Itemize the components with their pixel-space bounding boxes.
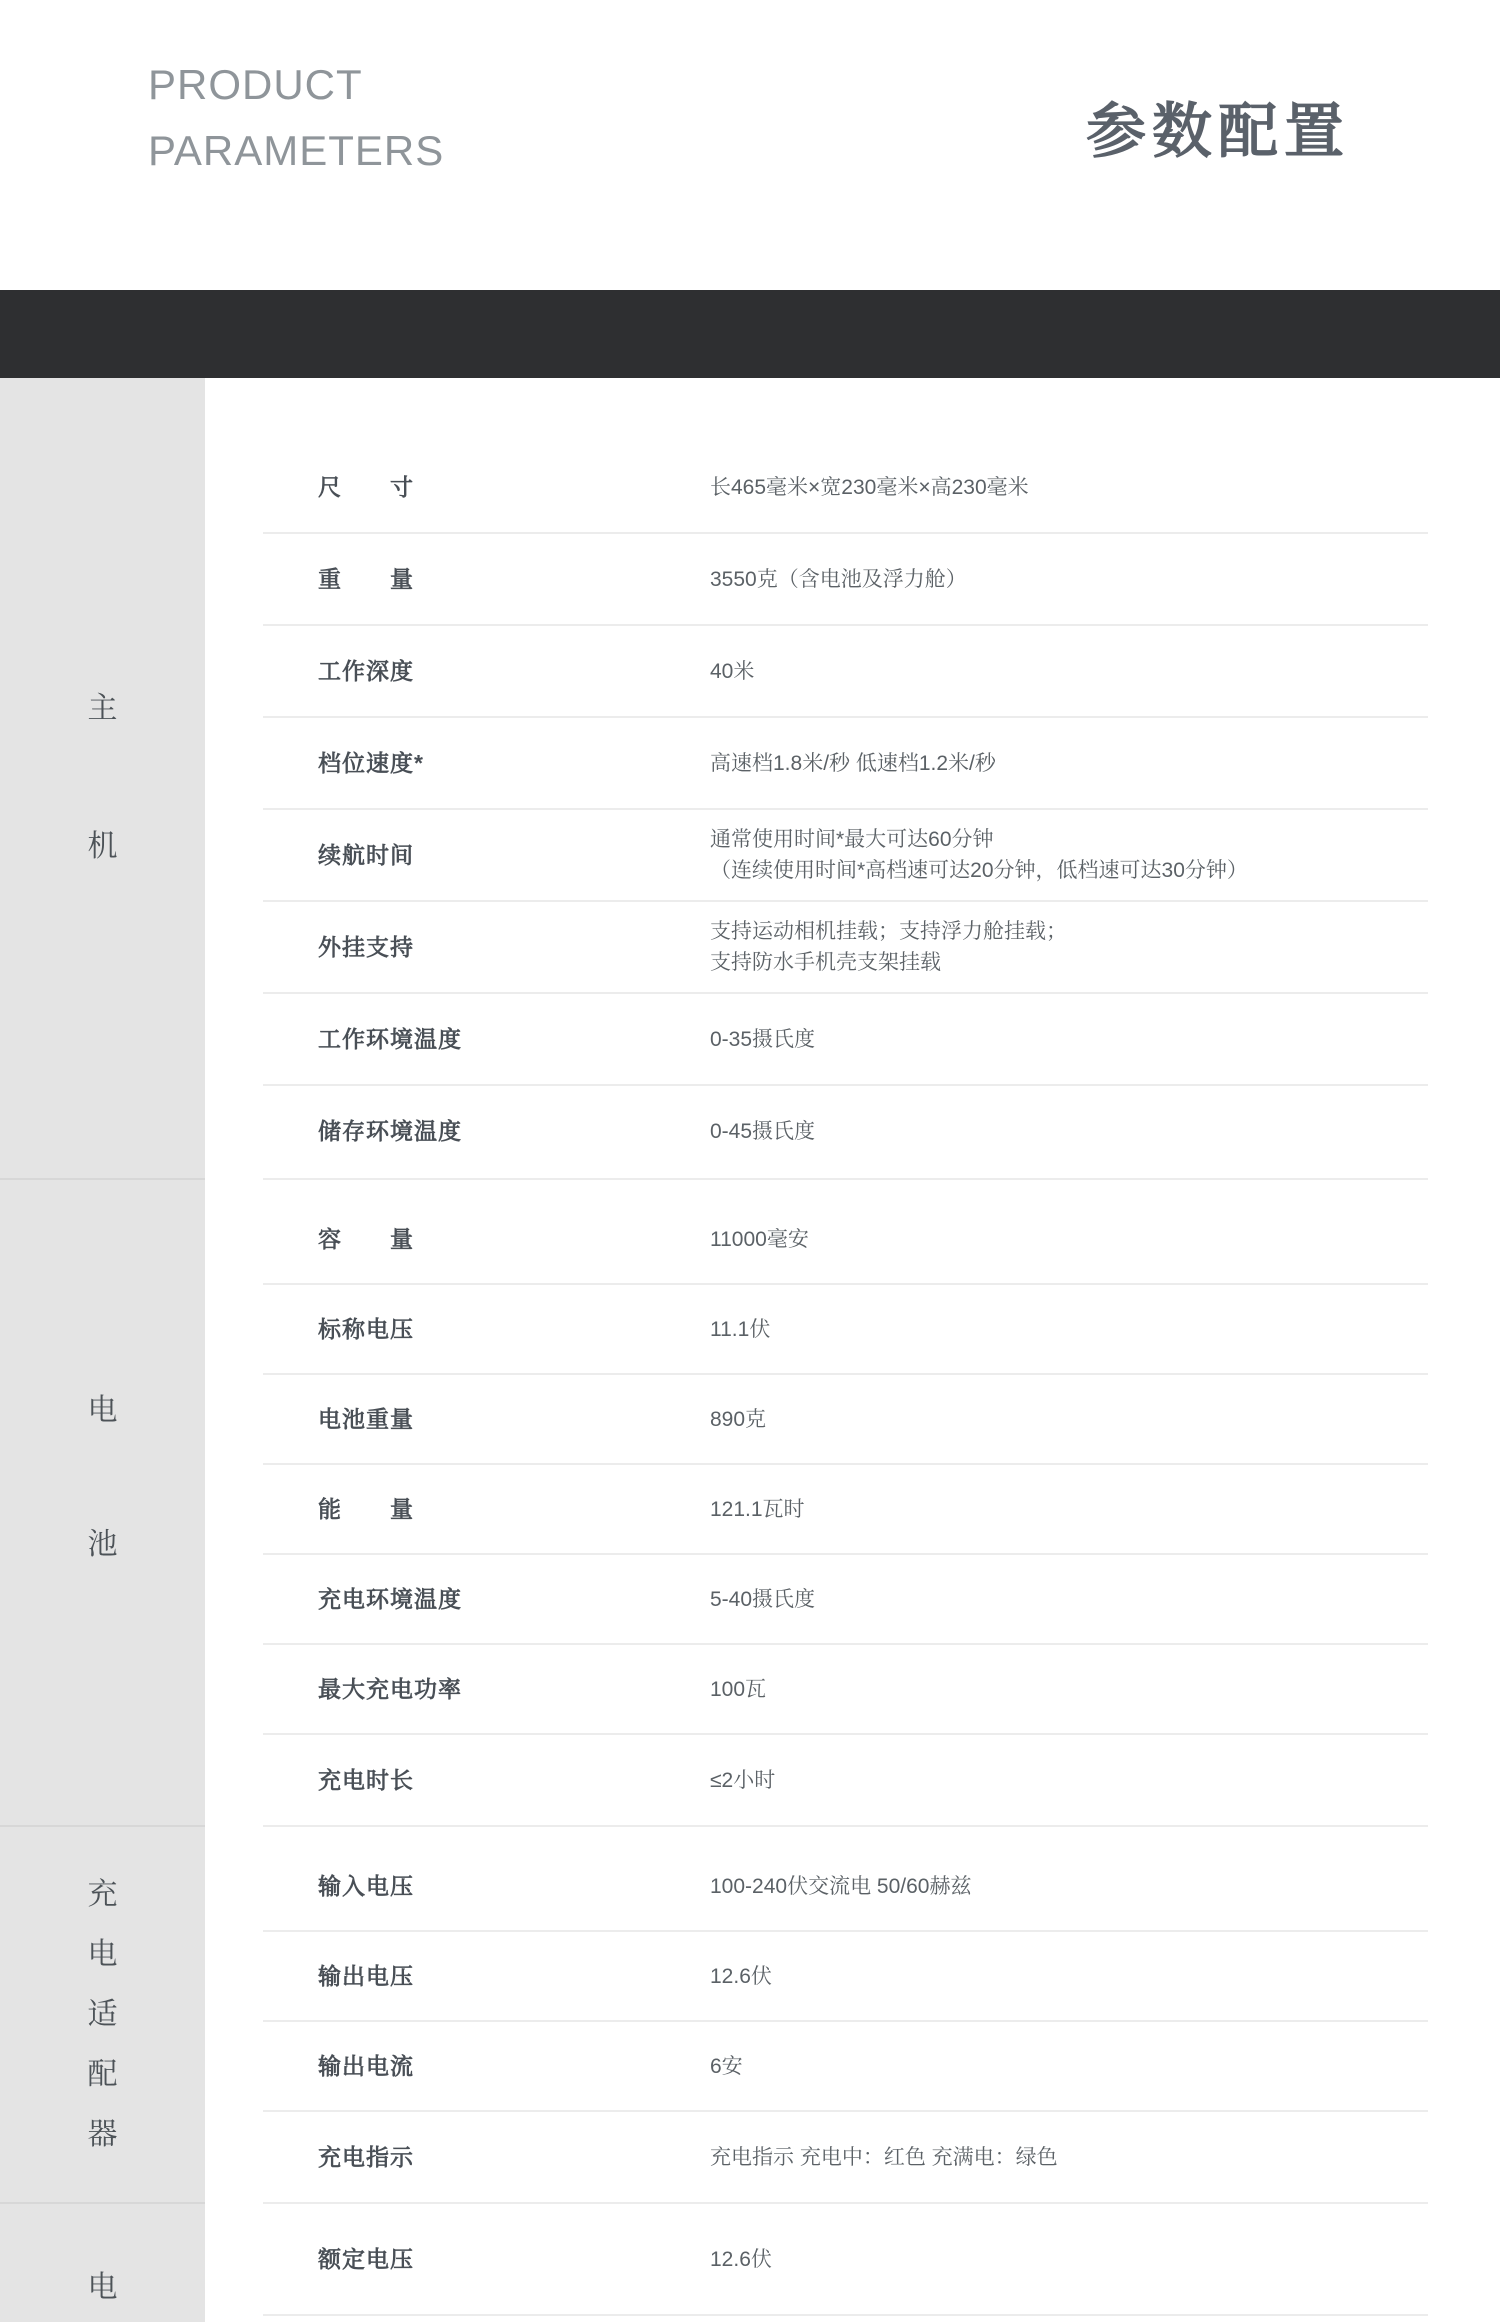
- spec-row: [263, 442, 1428, 534]
- spec-row: [263, 2112, 1428, 2202]
- spec-label: 储存环境温度: [318, 1117, 462, 1144]
- spec-row: [263, 2022, 1428, 2112]
- spec-row: [263, 994, 1428, 1086]
- spec-label: 能 量: [318, 1495, 414, 1522]
- category-char: 池: [87, 1527, 118, 1561]
- spec-label: 尺 寸: [318, 473, 414, 500]
- category-char: 适: [87, 1997, 118, 2031]
- spec-label: 充电环境温度: [318, 1585, 462, 1612]
- spec-value: 890克: [710, 1407, 767, 1431]
- spec-label: 重 量: [318, 565, 414, 592]
- spec-row: [263, 1465, 1428, 1555]
- spec-label: 额定电压: [318, 2245, 414, 2272]
- spec-value: 支持运动相机挂载；支持浮力舱挂载； 支持防水手机壳支架挂载: [710, 920, 1067, 974]
- spec-label: 输入电压: [318, 1872, 414, 1899]
- category-char: 机: [87, 830, 118, 863]
- spec-value: 12.6伏: [710, 1964, 772, 1988]
- divider-band: [0, 290, 1500, 378]
- spec-value: 100瓦: [710, 1677, 767, 1701]
- spec-value: 5-40摄氏度: [710, 1587, 816, 1611]
- spec-section-battery: [263, 1180, 1428, 1827]
- spec-value: 长465毫米×宽230毫米×高230毫米: [710, 475, 1029, 499]
- spec-row: [263, 2204, 1428, 2316]
- page-title-en-line2: PARAMETERS: [148, 127, 445, 174]
- spec-label: 最大充电功率: [318, 1675, 462, 1702]
- spec-value: 3550克（含电池及浮力舱）: [710, 567, 967, 591]
- spec-row: [263, 1285, 1428, 1375]
- spec-value: 11.1伏: [710, 1317, 771, 1341]
- category-battery: [0, 1180, 205, 1827]
- category-main-unit: [0, 378, 205, 1180]
- spec-label: 续航时间: [318, 841, 414, 868]
- spec-value: 通常使用时间*最大可达60分钟 （连续使用时间*高档速可达20分钟，低档速可达30分钟）: [710, 828, 1248, 882]
- page-title-zh: 参数配置: [1086, 98, 1350, 165]
- spec-row: [263, 1555, 1428, 1645]
- spec-value: ≤2小时: [710, 1768, 776, 1792]
- category-sidebar: [0, 378, 205, 2322]
- spec-row: [263, 1932, 1428, 2022]
- category-char: 主: [87, 692, 118, 725]
- spec-value: 12.6伏: [710, 2247, 772, 2271]
- category-next-partial: [0, 2204, 205, 2322]
- spec-row: [263, 1842, 1428, 1932]
- spec-table: [0, 378, 1500, 2322]
- spec-value: 0-35摄氏度: [710, 1027, 816, 1051]
- spec-section-main-unit: [263, 378, 1428, 1180]
- category-char: 器: [87, 2117, 118, 2151]
- spec-label: 电池重量: [318, 1405, 414, 1432]
- category-char: 电: [87, 2271, 118, 2304]
- category-char: 电: [87, 1937, 118, 1971]
- category-char: 电: [87, 1393, 118, 1427]
- spec-label: 充电时长: [318, 1766, 414, 1793]
- spec-row: [263, 1086, 1428, 1176]
- spec-value: 11000毫安: [710, 1227, 809, 1251]
- spec-row: [263, 1735, 1428, 1825]
- category-char: 充: [87, 1877, 118, 1911]
- spec-label: 标称电压: [318, 1315, 414, 1342]
- spec-rows: [263, 378, 1428, 2322]
- spec-label: 档位速度*: [318, 749, 424, 776]
- category-char: 配: [87, 2057, 118, 2091]
- spec-label: 外挂支持: [318, 933, 414, 960]
- spec-row: [263, 534, 1428, 626]
- spec-value: 0-45摄氏度: [710, 1119, 816, 1143]
- spec-label: 充电指示: [318, 2143, 414, 2170]
- spec-value: 100-240伏交流电 50/60赫兹: [710, 1874, 972, 1898]
- spec-value: 高速档1.8米/秒 低速档1.2米/秒: [710, 751, 996, 775]
- spec-label: 工作环境温度: [318, 1025, 462, 1052]
- spec-row: [263, 902, 1428, 994]
- page-title-en: [148, 52, 444, 184]
- spec-label: 输出电压: [318, 1962, 414, 1989]
- spec-section-charging-adapter: [263, 1827, 1428, 2204]
- spec-value: 充电指示 充电中：红色 充满电：绿色: [710, 2145, 1058, 2169]
- spec-row: [263, 626, 1428, 718]
- spec-label: 容 量: [318, 1225, 414, 1252]
- spec-row: [263, 1645, 1428, 1735]
- spec-label: 输出电流: [318, 2052, 414, 2079]
- spec-label: 工作深度: [318, 657, 414, 684]
- page-title-en-line1: PRODUCT: [148, 61, 363, 108]
- category-charging-adapter: [0, 1827, 205, 2204]
- spec-row: [263, 1195, 1428, 1285]
- spec-section-next-partial: [263, 2204, 1428, 2316]
- header: [0, 0, 1500, 290]
- spec-row: [263, 810, 1428, 902]
- spec-row: [263, 1375, 1428, 1465]
- spec-row: [263, 718, 1428, 810]
- spec-value: 6安: [710, 2054, 743, 2078]
- spec-value: 121.1瓦时: [710, 1497, 805, 1521]
- spec-value: 40米: [710, 659, 755, 683]
